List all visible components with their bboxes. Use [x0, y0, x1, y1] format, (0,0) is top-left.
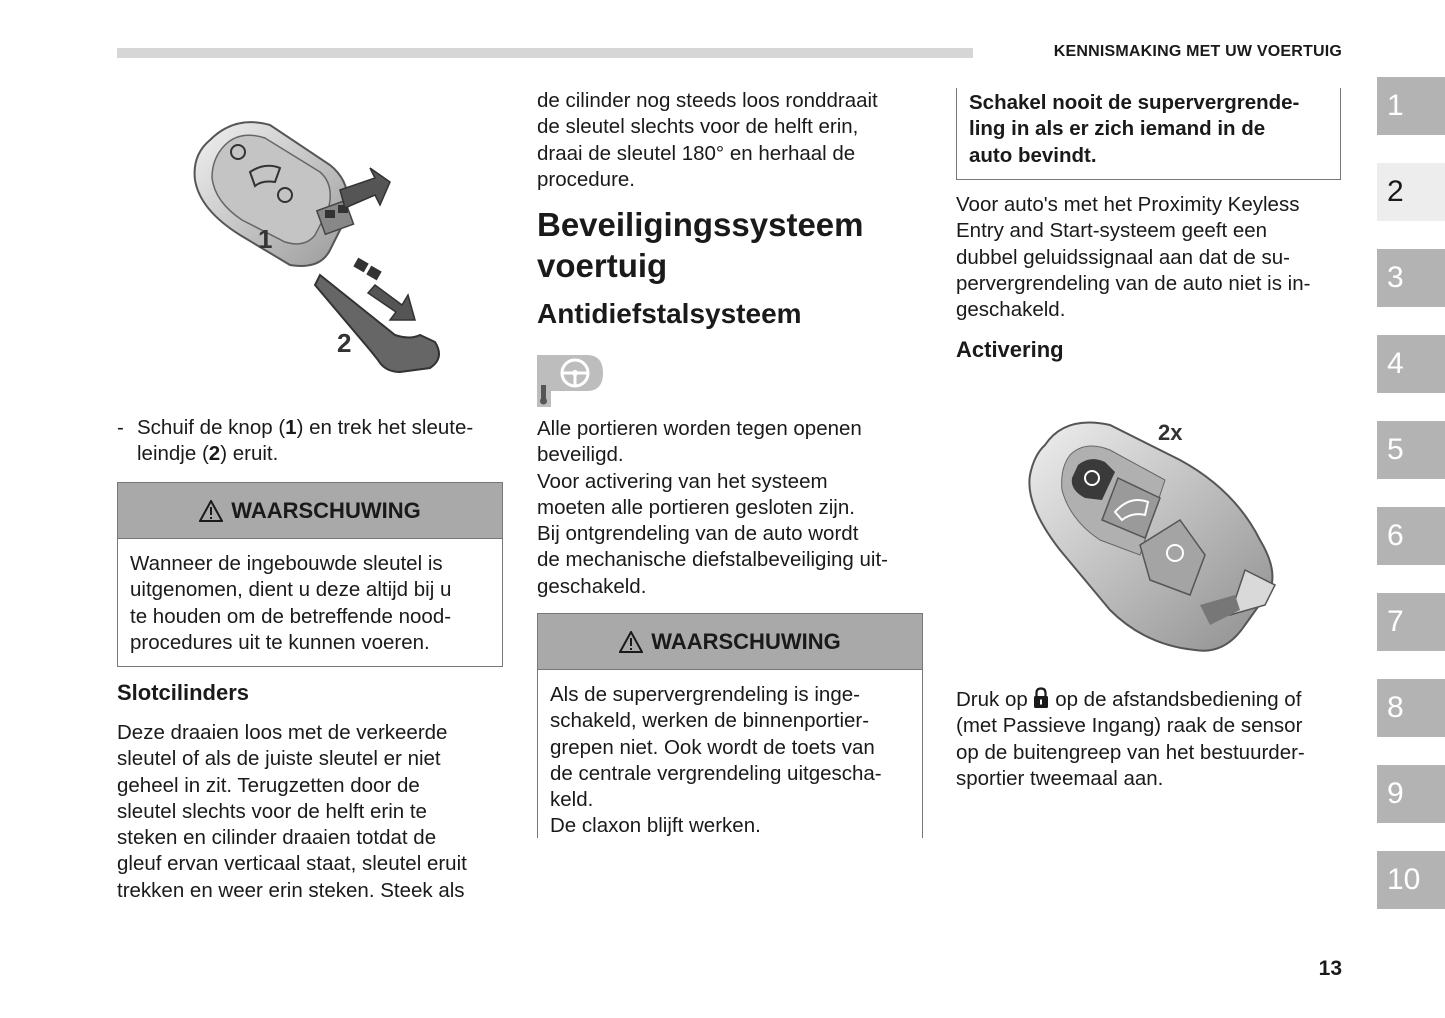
heading-line: voertuig — [537, 247, 668, 284]
text-line: (met Passieve Ingang) raak de sensor — [956, 714, 1303, 738]
text-line: de mechanische diefstalbeveiliging uit- — [537, 548, 888, 572]
key-fob-illustration — [180, 110, 470, 380]
caution-line: Schakel nooit de supervergrende- — [969, 91, 1300, 114]
slotcilinders-text — [117, 720, 517, 904]
text-line: geschakeld. — [956, 298, 1066, 322]
text-line: trekken en weer erin steken. Steek als — [117, 878, 465, 902]
heading-antidiefstalsysteem: Antidiefstalsysteem — [537, 298, 802, 329]
caution-line: ling in als er zich iemand in de — [969, 117, 1266, 141]
warning-box-supervergrendeling — [537, 613, 923, 838]
warning-box-blade — [117, 482, 503, 667]
text-line: Deze draaien loos met de verkeerde — [117, 721, 448, 744]
text-line: Voor activering van het systeem — [537, 469, 828, 493]
instruction-text-2: ) en trek het sleute- — [296, 416, 474, 439]
warning-triangle-icon — [199, 500, 223, 522]
section-title: KENNISMAKING MET UW VOERTUIG — [1053, 43, 1342, 60]
warning-line: uitgenomen, dient u deze altijd bij u — [130, 578, 452, 602]
text-line: geheel in zit. Terugzetten door de — [117, 773, 420, 797]
warning-line: grepen niet. Ook wordt de toets van — [550, 735, 875, 759]
text-line: op de buitengreep van het bestuurder- — [956, 740, 1305, 764]
warning-line: schakeld, werken de binnenportier- — [550, 709, 870, 733]
warning-line: de centrale vergrendeling uitgescha- — [550, 761, 882, 785]
warning-line: Wanneer de ingebouwde sleutel is — [130, 552, 443, 575]
page-number: 13 — [1318, 957, 1342, 980]
warning-header — [118, 483, 502, 539]
instruction-text-3: leindje ( — [137, 442, 209, 466]
text-line: geschakeld. — [537, 574, 647, 598]
text-line: de sleutel slechts voor de helft erin, — [537, 115, 859, 139]
caution-line: auto bevindt. — [969, 143, 1097, 167]
text-line: Bij ontgrendeling van de auto wordt — [537, 522, 859, 546]
figure-label-1: 1 — [258, 224, 273, 254]
heading-activering: Activering — [956, 337, 1064, 362]
text-line: sleutel of als de juiste sleutel er niet — [117, 747, 441, 771]
chapter-tab-1[interactable]: 1 — [1377, 77, 1445, 135]
antidiefstal-text — [537, 416, 927, 600]
list-dash: - — [117, 416, 124, 439]
proximity-text — [956, 192, 1346, 323]
instruction-text-1: Schuif de knop ( — [137, 416, 286, 439]
warning-line: De claxon blijft werken. — [550, 814, 761, 838]
chapter-tab-9[interactable]: 9 — [1377, 765, 1445, 823]
figure-label-2: 2 — [337, 328, 352, 358]
instruction-text-4: ) eruit. — [220, 442, 279, 466]
steering-lock-icon — [537, 355, 605, 407]
heading-slotcilinders: Slotcilinders — [117, 680, 250, 705]
text-line: procedure. — [537, 167, 636, 191]
instruction-bold-2: 2 — [208, 442, 221, 466]
warning-title: WAARSCHUWING — [231, 497, 421, 523]
heading-line: Beveiligingssysteem — [537, 206, 864, 243]
text-line: steken en cilinder draaien totdat de — [117, 826, 437, 850]
text-line: beveiligd. — [537, 443, 624, 467]
activering-text — [956, 687, 1346, 792]
warning-line: keld. — [550, 788, 594, 812]
text-line: Voor auto's met het Proximity Keyless — [956, 193, 1300, 216]
text-line: moeten alle portieren gesloten zijn. — [537, 495, 855, 519]
key-blade-removal-figure — [180, 110, 470, 380]
text-line: dubbel geluidssignaal aan dat de su- — [956, 245, 1290, 269]
figure-label-2x: 2x — [1158, 420, 1183, 445]
warning-line: procedures uit te kunnen voeren. — [130, 630, 430, 654]
warning-triangle-icon — [619, 631, 643, 653]
caution-box — [956, 88, 1341, 180]
heading-beveiligingssysteem — [537, 204, 864, 286]
text-line: pervergrendeling van de auto niet is in- — [956, 271, 1311, 295]
text-line: gleuf ervan verticaal staat, sleutel eruit — [117, 852, 467, 876]
warning-body — [118, 539, 502, 670]
warning-line: te houden om de betreffende nood- — [130, 604, 452, 628]
instruction-bold-1: 1 — [285, 416, 297, 439]
chapter-tab-4[interactable]: 4 — [1377, 335, 1445, 393]
text-line: Alle portieren worden tegen openen — [537, 417, 862, 440]
header-rule — [117, 48, 973, 58]
continued-text — [537, 88, 927, 193]
text-line: sportier tweemaal aan. — [956, 766, 1164, 790]
action-pre: Druk op — [956, 688, 1028, 711]
blade-instruction — [117, 415, 507, 468]
action-post: op de afstandsbediening of — [1055, 688, 1302, 711]
lock-icon — [1033, 687, 1049, 709]
text-line — [956, 687, 1346, 713]
warning-header — [538, 614, 922, 670]
text-line: de cilinder nog steeds loos ronddraait — [537, 89, 878, 112]
chapter-tab-5[interactable]: 5 — [1377, 421, 1445, 479]
warning-line: Als de supervergrendeling is inge- — [550, 683, 860, 706]
key-fob-press-figure — [1020, 410, 1290, 665]
text-line: Entry and Start-systeem geeft een — [956, 219, 1268, 243]
chapter-tab-2[interactable]: 2 — [1377, 163, 1445, 221]
text-line: sleutel slechts voor de helft erin te — [117, 799, 427, 823]
text-line: draai de sleutel 180° en herhaal de — [537, 141, 856, 165]
chapter-tab-8[interactable]: 8 — [1377, 679, 1445, 737]
chapter-tab-3[interactable]: 3 — [1377, 249, 1445, 307]
key-fob-illustration — [1020, 410, 1290, 665]
chapter-tab-6[interactable]: 6 — [1377, 507, 1445, 565]
chapter-tab-7[interactable]: 7 — [1377, 593, 1445, 651]
chapter-tab-10[interactable]: 10 — [1377, 851, 1445, 909]
warning-title: WAARSCHUWING — [651, 628, 841, 654]
warning-body — [538, 670, 922, 854]
